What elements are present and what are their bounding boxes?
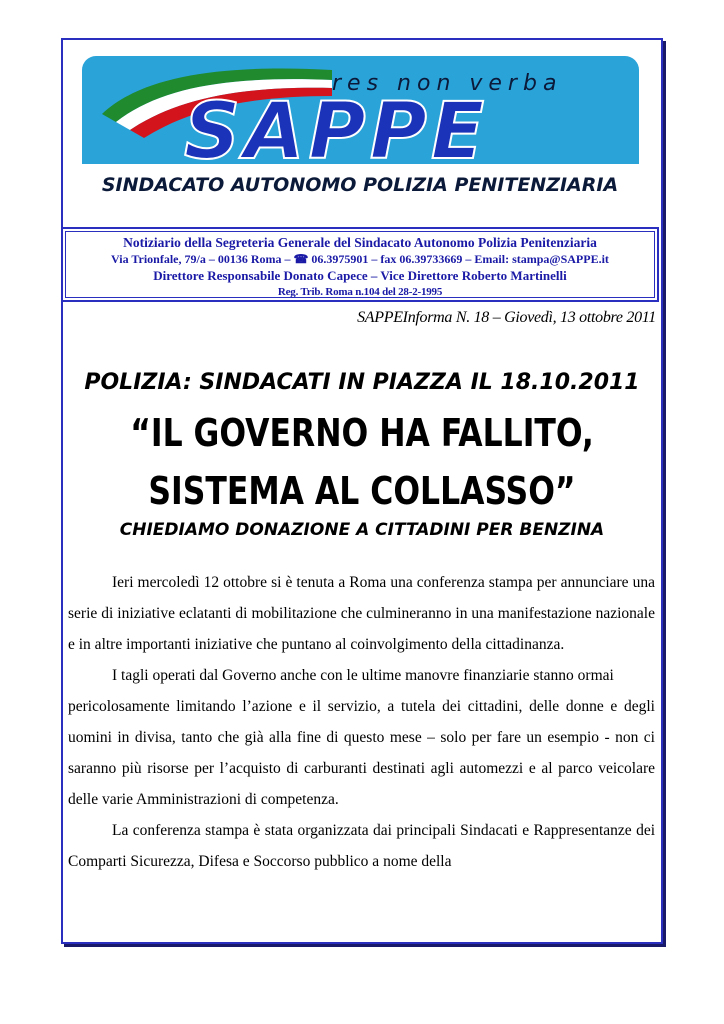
masthead-line-4: Reg. Trib. Roma n.104 del 28-2-1995 (277, 286, 443, 298)
masthead-box (61, 227, 659, 302)
headline-line-1: “IL GOVERNO HA FALLITO, (130, 411, 594, 455)
logo-wordmark: SAPPE (184, 87, 489, 177)
masthead-line-1: Notiziario della Segreteria Generale del Sindacato Autonomo Polizia Penitenziaria (123, 235, 597, 250)
headline-line-2: SISTEMA AL COLLASSO” (148, 469, 576, 513)
logo-subtitle: SINDACATO AUTONOMO POLIZIA PENITENZIARIA (101, 174, 619, 196)
issue-line: SAPPEInforma N. 18 – Giovedì, 13 ottobre 2011 (357, 309, 656, 326)
masthead-line-3: Direttore Responsabile Donato Capece – Vice Direttore Roberto Martinelli (153, 268, 567, 283)
paragraph-4: La conferenza stampa è stata organizzata dai principali Sindacati e Rappresentanze dei Comparti Sicurezza, Difesa e Soccorso pubblico a nome della (68, 822, 655, 870)
headline (29, 404, 695, 520)
paragraph-2: I tagli operati dal Governo anche con le ultime manovre finanziarie stanno ormai (112, 667, 614, 684)
kicker: POLIZIA: SINDACATI IN PIAZZA IL 18.10.2011 (84, 370, 640, 395)
masthead-line-2: Via Trionfale, 79/a – 00136 Roma – ☎ 06.3975901 – fax 06.39733669 – Email: stampa@SAPPE.it (111, 252, 609, 266)
paragraph-1: Ieri mercoledì 12 ottobre si è tenuta a Roma una conferenza stampa per annunciare una serie di iniziative eclatanti di mobilitazione che culmineranno in una manifestazione nazionale e in altre importanti iniziative che puntano al coinvolgimento della cittadinanza. (68, 574, 655, 653)
paragraph-3: pericolosamente limitando l’azione e il servizio, a tutela dei cittadini, delle donne e degli uomini in divisa, tanto che già alla fine di questo mese – solo per fare un esempio - non ci saranno più risorse per l’acquisto di carburanti destinati agli automezzi e al parco veicolare delle varie Amministrazioni di competenza. (68, 698, 655, 808)
article-body (68, 567, 655, 877)
logo-motto: res non verba (332, 71, 563, 96)
sappe-logo (82, 56, 639, 202)
subhead: CHIEDIAMO DONAZIONE A CITTADINI PER BENZINA (119, 520, 605, 540)
